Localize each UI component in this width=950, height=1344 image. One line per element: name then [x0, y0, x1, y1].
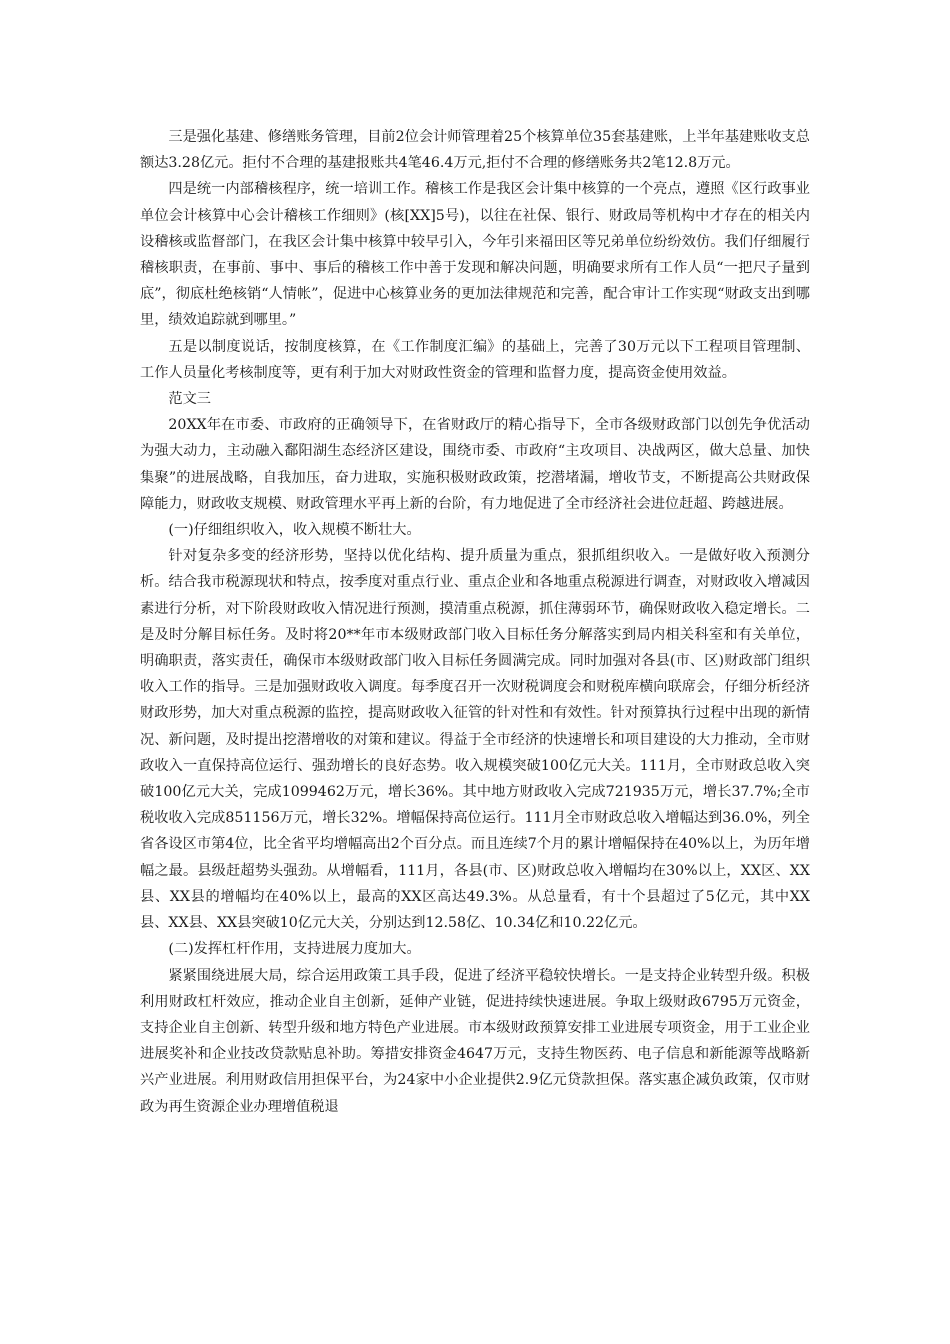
paragraph-leverage-role: 紧紧围绕进展大局，综合运用政策工具手段，促进了经济平稳较快增长。一是支持企业转型升级。积极利用财政杠杆效应，推动企业自主创新，延伸产业链，促进持续快速进展。争取上级财政6795万元资金，支持企业自主创新、转型升级和地方特色产业进展。市本级财政预算安排工业进展专项资金，用于工业企业进展奖补和企业技改贷款贴息补助。筹措安排资金4647万元，支持生物医药、电子信息和新能源等战略新兴产业进展。利用财政信用担保平台，为24家中小企业提供2.9亿元贷款担保。落实惠企减负政策，仅市财政为再生资源企业办理增值税退: [140, 967, 810, 1115]
paragraph-revenue-collection: 针对复杂多变的经济形势，坚持以优化结构、提升质量为重点，狠抓组织收入。一是做好收入预测分析。结合我市税源现状和特点，按季度对重点行业、重点企业和各地重点税源进行调查，对财政收入增减因素进行分析，对下阶段财政收入情况进行预测，摸清重点税源，抓住薄弱环节，确保财政收入稳定增长。二是及时分解目标任务。及时将20**年市本级财政部门收入目标任务分解落实到局内相关科室和有关单位，明确职责，落实责任，确保市本级财政部门收入目标任务圆满完成。同时加强对各县(市、区)财政部门组织收入工作的指导。三是加强财政收入调度。每季度召开一次财税调度会和财税库横向联席会，仔细分析经济财政形势，加大对重点税源的监控，提高财政收入征管的针对性和有效性。针对预算执行过程中出现的新情况、新问题，及时提出挖潜增收的对策和建议。得益于全市经济的快速增长和项目建设的大力推动，全市财政收入一直保持高位运行、强劲增长的良好态势。收入规模突破100亿元大关。111月，全市财政总收入突破100亿元大关，完成1099462万元，增长36%。其中地方财政收入完成721935万元，增长37.7%;全市税收收入完成851156万元，增长32%。增幅保持高位运行。111月全市财政总收入增幅达到36.0%，列全省各设区市第4位，比全省平均增幅高出2个百分点。而且连续7个月的累计增幅保持在40%以上，为历年增幅之最。县级赶超势头强劲。从增幅看，111月，各县(市、区)财政总收入增幅均在30%以上，XX区、XX县、XX县的增幅均在40%以上，最高的XX区高达49.3%。从总量看，有十个县超过了5亿元，其中XX县、XX县、XX县突破10亿元大关，分别达到12.58亿、10.34亿和10.22亿元。: [140, 548, 810, 932]
document-page: [140, 124, 810, 1120]
paragraph-internal-audit: 四是统一内部稽核程序，统一培训工作。稽核工作是我区会计集中核算的一个亮点，遵照《区行政事业单位会计核算中心会计稽核工作细则》(核[XX]5号)，以往在社保、银行、财政局等机构中才存在的相关内设稽核或监督部门，在我区会计集中核算中较早引入，今年引来福田区等兄弟单位纷纷效仿。我们仔细履行稽核职责，在事前、事中、事后的稽核工作中善于发现和解决问题，明确要求所有工作人员“一把尺子量到底”，彻底杜绝核销“人情帐”，促进中心核算业务的更加法律规范和完善，配合审计工作实现“财政支出到哪里，绩效追踪就到哪里。”: [140, 181, 810, 329]
section-title-sample-three: 范文三: [168, 391, 211, 408]
paragraph-annual-overview: 20XX年在市委、市政府的正确领导下，在省财政厅的精心指导下，全市各级财政部门以创先争优活动为强大动力，主动融入鄱阳湖生态经济区建设，围绕市委、市政府“主攻项目、决战两区，做大总量、加快集聚”的进展战略，自我加压，奋力进取，实施积极财政政策，挖潜堵漏，增收节支，不断提高公共财政保障能力，财政收支规模、财政管理水平再上新的台阶，有力地促进了全市经济社会进位赶超、跨越进展。: [140, 417, 810, 512]
subheading-revenue-collection: (一)仔细组织收入，收入规模不断壮大。: [168, 522, 421, 539]
paragraph-infrastructure-accounts: 三是强化基建、修缮账务管理，目前2位会计师管理着25个核算单位35套基建账，上半年基建账收支总额达3.28亿元。拒付不合理的基建报账共4笔46.4万元,拒付不合理的修缮账务共2笔12.8万元。: [140, 129, 810, 172]
subheading-leverage-role: (二)发挥杠杆作用，支持进展力度加大。: [168, 941, 421, 958]
paragraph-institutional-rules: 五是以制度说话，按制度核算，在《工作制度汇编》的基础上，完善了30万元以下工程项目管理制、工作人员量化考核制度等，更有利于加大对财政性资金的管理和监督力度，提高资金使用效益。: [140, 338, 810, 381]
